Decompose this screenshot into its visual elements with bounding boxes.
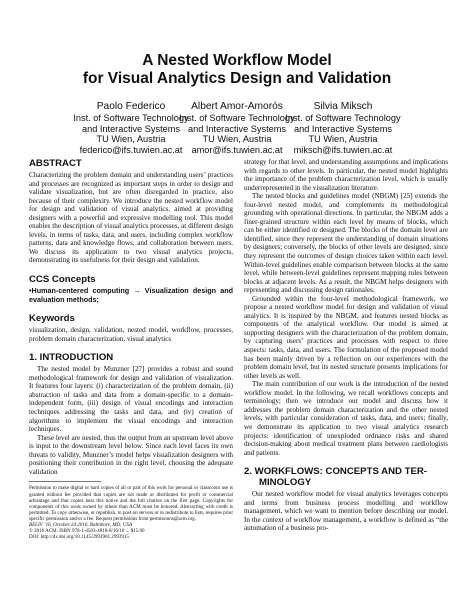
introduction-paragraph: These level are nested, thus the output from an upstream level above is input to the downstream level below. Since each level faces its own threats to validity, Munzner’s model helps visualization designers with positioning their contribution in the right level, choosing the adequate validation (29, 433, 233, 476)
doi-link[interactable]: DOI: http://dx.doi.org/10.1145/2993901.2993915 (29, 534, 129, 541)
ccs-heading: CCS Concepts (29, 274, 96, 286)
section-2-heading-line-1: 2. WORKFLOWS: CONCEPTS AND TER- (244, 466, 427, 478)
permission-notice: Permission to make digital or hard copies of all or part of this work for personal or classroom use is granted without fee provided that copies are not made or distributed for profit or commercial advantage and that copies bear this notice and the full citation on the first page. Copyrights for components of this work owned by others than ACM must be honored. Abstracting with credit is permitted. To copy otherwise, or republish, to post on servers or to redistribute to lists, requires prior specific permission and/or a fee. Request permissions from permissions@acm.org. (29, 485, 233, 522)
author-institute: Inst. of Software Technology (179, 113, 295, 123)
body-paragraph: strategy for that level, and understanding assumptions and implications with regards to other levels. In particular, the nested model highlights the importance of the problem characterization level, which is usually underrepresented in the visualization literature. (244, 158, 448, 192)
paper-title-line-2: for Visual Analytics Design and Validation (82, 70, 392, 87)
abstract-text: Characterizing the problem domain and understanding users’ practices and processes are recognized as important steps in order to design and validate visualization, but are often disregarded in practice, also because of their complexity. We introduce the nested workflow model for design and validation of visual analytics, aimed at providing designers with a powerful and expressive modelling tool. This model enables the description of visual analytics processes, at different design levels, in terms of tasks, data, and users, including complex workflow patterns, data and knowledge flows, and collaboration between users. We discuss its application to two visual analytics projects, demonstrating its usefulness for their design and validation. (29, 171, 233, 265)
author-name: Silvia Miksch (313, 101, 373, 112)
body-paragraph: Grounded within the four-level methodological framework, we propose a nested workflow model for design and validation of visual analytics. It is inspired by the NBGM, and features nested blocks as components of the analytical workflow. Our model is aimed at supporting designers with the characterization of the problem domain, by capturing users’ practices and processes with respect to three aspects: tasks, data, and users. The formulation of the proposed model has been mainly driven by a reflection on our experiences with the problem domain level, but its nested structure presents implications for other levels as well. (244, 294, 448, 380)
author-institute: and Interactive Systems (293, 123, 393, 134)
copyright-line: © 2016 ACM. ISBN 978-1-4503-4818-8/16/10 ... $15.00 (29, 528, 145, 535)
venue-line: BELIV ’16, October 24 2016, Baltimore, MD, USA (29, 521, 133, 528)
introduction-paragraph: The nested model by Munzner [27] provides a robust and sound methodological framework for design and validation of visualization. It features four layers: (i) characterization of the problem domain, (ii) abstraction of tasks and data from a domain-specific to a domain-independent form, (iii) design of visual encodings and interaction techniques addressing the tasks and data, and (iv) creation of algorithms to implement the visual encodings and interaction techniques. (29, 365, 233, 434)
ccs-concepts: •Human-centered computing → Visualization design and evaluation methods; (29, 286, 233, 304)
author-email: amor@ifs.tuwien.ac.at (191, 144, 283, 155)
right-column (244, 158, 448, 533)
author-email: miksch@ifs.tuwien.ac.at (293, 144, 393, 155)
author-university: TU Wien, Austria (202, 134, 272, 145)
footnote-separator (29, 481, 101, 482)
section-2-heading (244, 466, 448, 488)
author-university: TU Wien, Austria (96, 134, 166, 145)
body-paragraph: The main contribution of our work is the introduction of the nested workflow model. In the following, we recall workflows concepts and terminology; then we introduce our model and discuss how it addresses the problem domain characterization and the other nested levels, with particular consideration of tasks, data, and users; finally, we demonstrate its application to two visual analytics research projects: identification of unexploded ordnance risks and shared decision-making about medical treatment plans between cardiologists and patients. (244, 380, 448, 457)
section-2-heading-line-2: MINOLOGY (259, 477, 312, 489)
author-institute: and Interactive Systems (81, 123, 181, 134)
author-name: Albert Amor-Amorós (191, 101, 283, 112)
body-paragraph: The nested blocks and guidelines model (NBGM) [25] extends the four-level nested model, and complements its methodological grounding with operational directions. In particular, the NBGM adds a finer-grained structure within each level by means of blocks, which can be either identified or designed. The blocks of the domain level are identified, since they represent the understanding of domain situations by designers; conversely, the blocks of other levels are designed, since they represent the outcomes of design choices taken within each level. Within-level guidelines enable comparison between blocks at the same level, while between-level guidelines represent mapping rules between blocks at adjacent levels. As a result, the NBGM helps designers with representing and discussing design rationales. (244, 192, 448, 295)
author-name: Paolo Federico (96, 101, 166, 112)
author-email: federico@ifs.tuwien.ac.at (79, 144, 183, 155)
author-institute: Inst. of Software Technology (73, 113, 189, 123)
paper-title-line-1: A Nested Workflow Model (142, 52, 332, 69)
keywords-text: visualization, design, validation, nested model, workflow, processes, problem domain characterization, visual analytics (29, 326, 233, 343)
body-paragraph: Our nested workflow model for visual analytics leverages concepts and terms from business process modelling and workflow management, which we want to mention before describing our model. In the context of workflow management, a workflow is defined as “the automation of a business pro- (244, 490, 448, 533)
author-university: TU Wien, Austria (308, 134, 378, 145)
keywords-heading: Keywords (29, 313, 75, 325)
left-column (29, 158, 233, 540)
abstract-heading: ABSTRACT (29, 158, 82, 169)
author-institute: Inst. of Software Technology (285, 113, 401, 123)
author-institute: and Interactive Systems (187, 123, 287, 134)
copyright-footnote (29, 485, 233, 540)
author-3 (263, 101, 423, 155)
introduction-heading: 1. INTRODUCTION (29, 352, 114, 364)
